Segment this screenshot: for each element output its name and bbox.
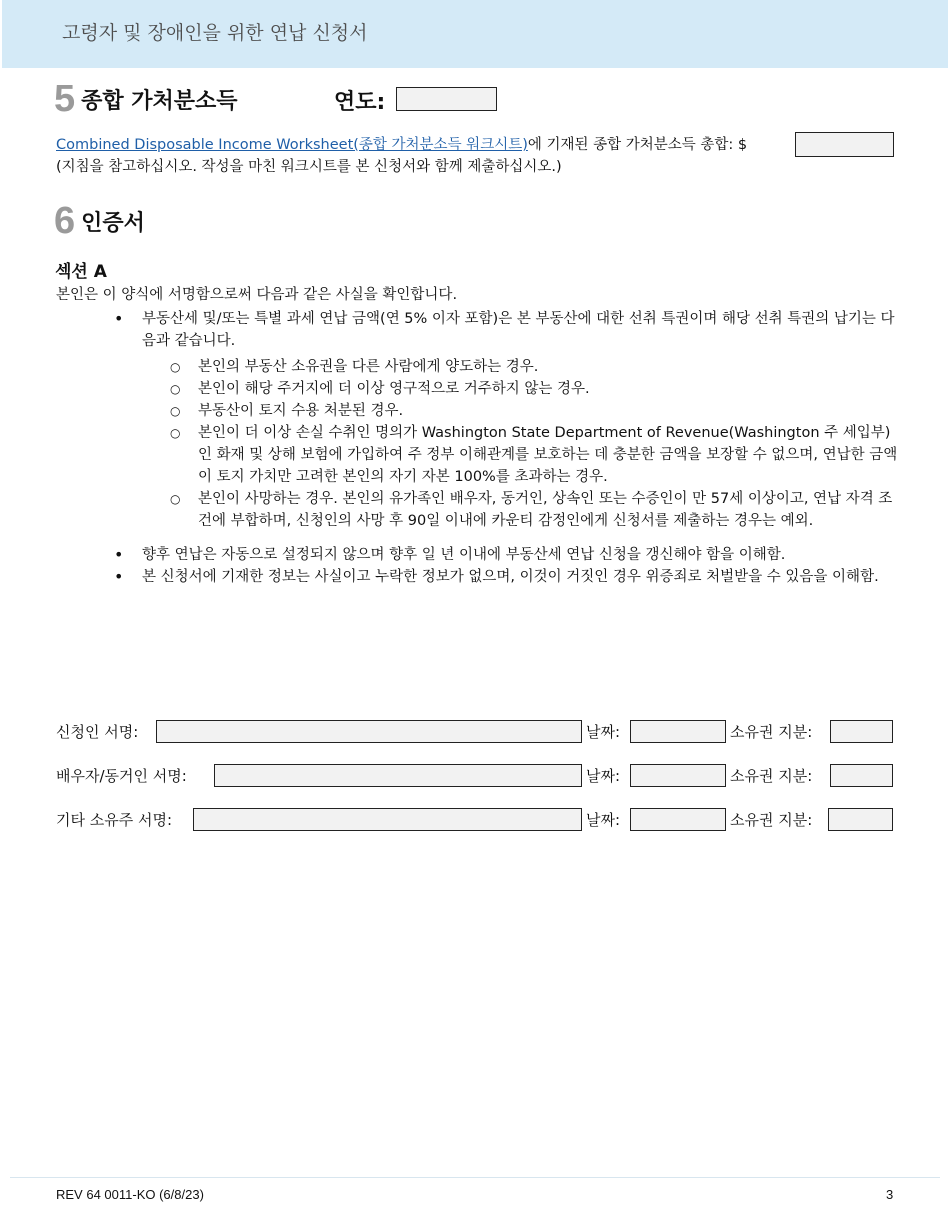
section-6-number: 6 <box>54 200 76 242</box>
applicant-signature-label: 신청인 서명: <box>56 723 139 741</box>
applicant-date-field[interactable] <box>630 720 726 743</box>
sub-list <box>142 356 898 532</box>
section-6-title: 인증서 <box>81 211 145 236</box>
other-owner-share-field[interactable] <box>828 808 893 831</box>
form-id: REV 64 0011-KO (6/8/23) <box>56 1187 204 1202</box>
other-owner-signature-label: 기타 소유주 서명: <box>56 811 173 829</box>
other-owner-date-field[interactable] <box>630 808 726 831</box>
sub-list-item: ○ 부동산이 토지 수용 처분된 경우. <box>142 400 898 422</box>
year-field[interactable] <box>396 87 497 111</box>
spouse-share-field[interactable] <box>830 764 893 787</box>
sub-list-item: ○ 본인의 부동산 소유권을 다른 사람에게 양도하는 경우. <box>142 356 898 378</box>
other-owner-signature-field[interactable] <box>193 808 582 831</box>
applicant-share-label: 소유권 지분: <box>730 723 813 741</box>
footer-divider <box>10 1177 940 1178</box>
section-a-heading: 섹션 A <box>55 262 107 282</box>
spouse-signature-label: 배우자/동거인 서명: <box>56 767 187 785</box>
page-number: 3 <box>886 1187 894 1202</box>
worksheet-text: 에 기재된 종합 가처분소득 총합: $ <box>527 137 748 153</box>
applicant-signature-field[interactable] <box>156 720 582 743</box>
spouse-signature-field[interactable] <box>214 764 582 787</box>
applicant-share-field[interactable] <box>830 720 893 743</box>
list-item <box>108 308 898 532</box>
section-6-heading <box>54 200 145 243</box>
sub-list-item: ○ 본인이 사망하는 경우. 본인의 유가족인 배우자, 동거인, 상속인 또는 수증인이 만 57세 이상이고, 연납 자격 조건에 부합하며, 신청인의 사망 후 90일 이내에 카운티 감정인에게 신청서를 제출하는 경우는 예외. <box>142 488 898 532</box>
total-income-field[interactable] <box>795 132 894 157</box>
certification-list <box>108 308 898 588</box>
year-label: 연도: <box>334 90 386 115</box>
other-owner-share-label: 소유권 지분: <box>730 811 813 829</box>
header-banner <box>2 0 948 68</box>
section-5-number: 5 <box>54 78 76 120</box>
other-owner-date-label: 날짜: <box>586 811 621 829</box>
section-5-title: 종합 가처분소득 <box>81 89 238 114</box>
worksheet-link[interactable]: Combined Disposable Income Worksheet(종합 가처분소득 워크시트) <box>56 137 528 153</box>
bullet-text: 부동산세 및/또는 특별 과세 연납 금액(연 5% 이자 포함)은 본 부동산에 대한 선취 특권이며 해당 선취 특권의 납기는 다음과 같습니다. <box>142 311 895 349</box>
applicant-date-label: 날짜: <box>586 723 621 741</box>
list-item: • 향후 연납은 자동으로 설정되지 않으며 향후 일 년 이내에 부동산세 연납 신청을 갱신해야 함을 이해함. <box>108 544 898 566</box>
worksheet-line <box>56 134 796 156</box>
section-5-heading <box>54 78 238 121</box>
form-title: 고령자 및 장애인을 위한 연납 신청서 <box>62 22 368 44</box>
spouse-date-field[interactable] <box>630 764 726 787</box>
sub-list-item: ○ 본인이 해당 주거지에 더 이상 영구적으로 거주하지 않는 경우. <box>142 378 898 400</box>
certification-intro: 본인은 이 양식에 서명함으로써 다음과 같은 사실을 확인합니다. <box>56 287 458 303</box>
list-item: • 본 신청서에 기재한 정보는 사실이고 누락한 정보가 없으며, 이것이 거짓인 경우 위증죄로 처벌받을 수 있음을 이해함. <box>108 566 898 588</box>
spouse-date-label: 날짜: <box>586 767 621 785</box>
spouse-share-label: 소유권 지분: <box>730 767 813 785</box>
sub-list-item: ○ 본인이 더 이상 손실 수취인 명의가 Washington State Department of Revenue(Washington 주 세입부)인 화재 및 상해 보험에 가입하여 주 정부 이해관계를 보호하는 데 충분한 금액을 보장할 수 없으며, 연납한 금액이 토지 가치만 고려한 본인의 자기 자본 100%를 초과하는 경우. <box>142 422 898 488</box>
worksheet-note: (지침을 참고하십시오. 작성을 마친 워크시트를 본 신청서와 함께 제출하십시오.) <box>56 159 562 175</box>
